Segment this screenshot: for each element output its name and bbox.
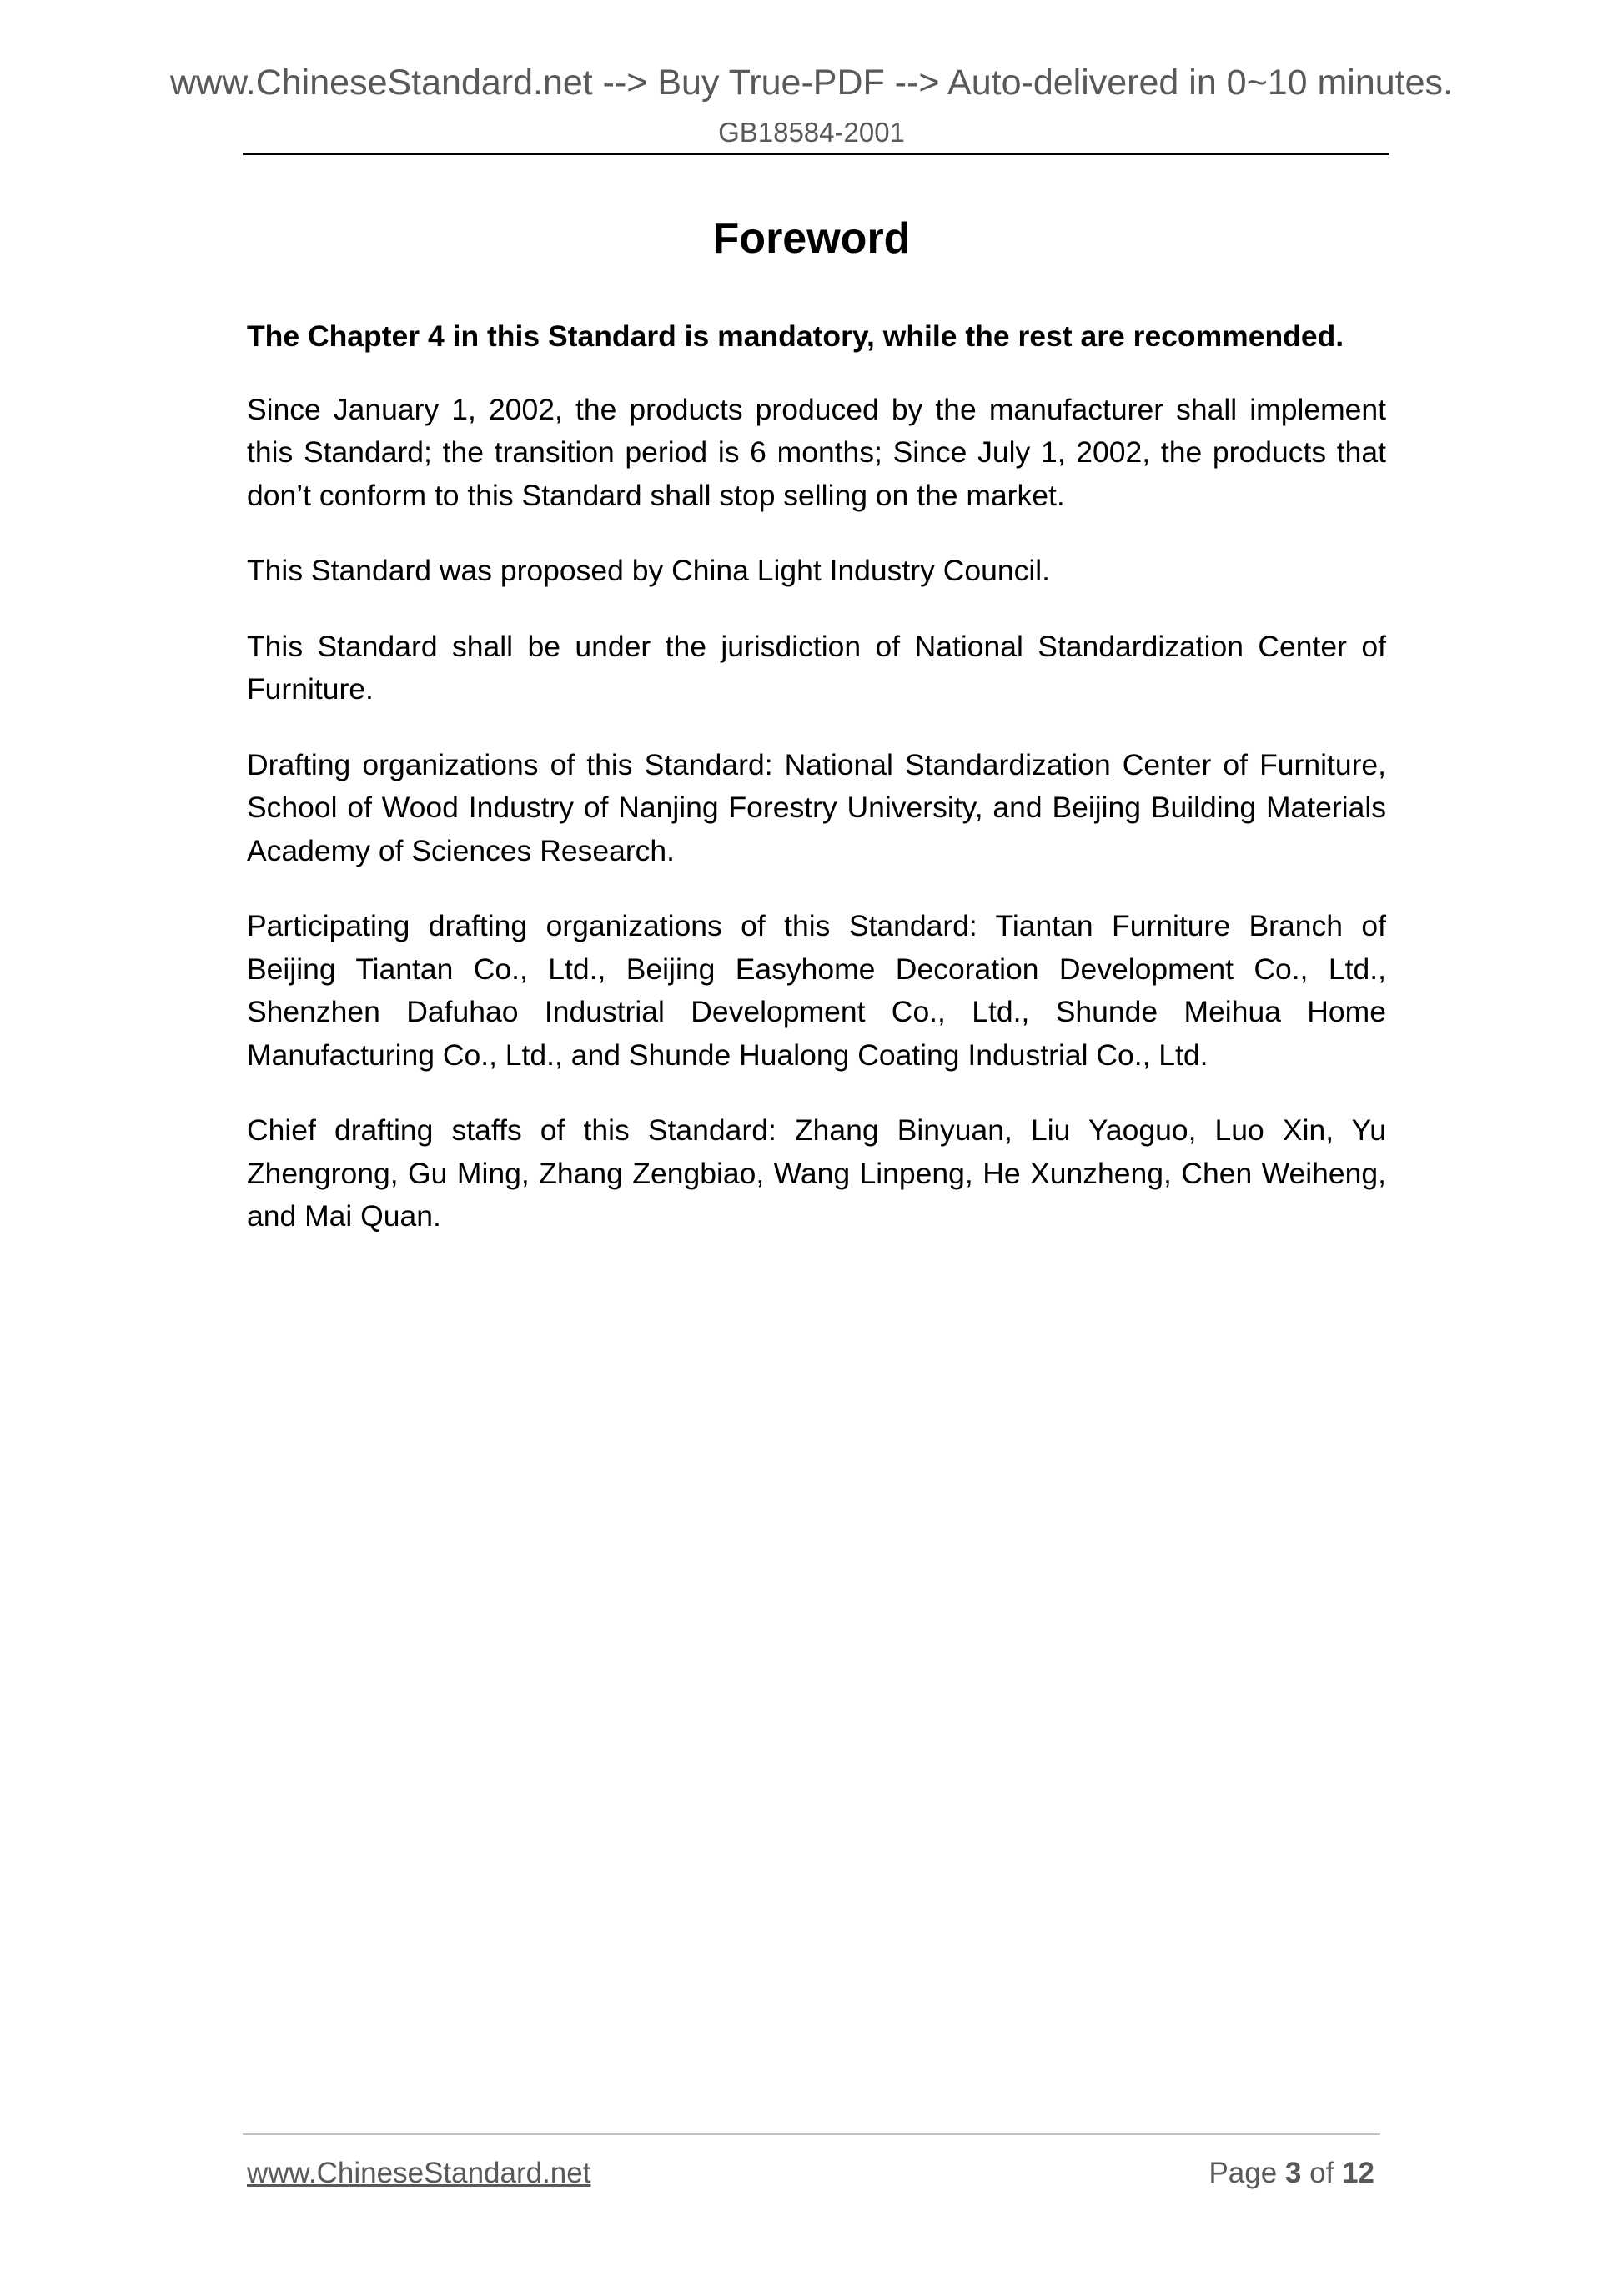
- top-banner: www.ChineseStandard.net --> Buy True-PDF --> Auto-delivered in 0~10 minutes.: [169, 63, 1453, 103]
- page-title: Foreword: [712, 214, 911, 263]
- footer-divider: [243, 2133, 1380, 2135]
- page-number: [1208, 2156, 1374, 2191]
- implementation-date-paragraph: Since January 1, 2002, the products produced by the manufacturer shall implement this Standard; the transition period is 6 months; Since July 1, 2002, the products that don’t conform to this Standard shall stop selling on the market.: [247, 392, 1386, 512]
- page-of-label: of: [1309, 2157, 1334, 2189]
- page-current: 3: [1284, 2157, 1302, 2189]
- header-divider: [243, 153, 1389, 155]
- participating-organizations-paragraph: Participating drafting organizations of this Standard: Tiantan Furniture Branch of Beijing Tiantan Co., Ltd., Beijing Easyhome Decoration Development Co., Ltd., Shenzhen Dafuhao Industrial Development Co., Ltd., Shunde Meihua Home Manufacturing Co., Ltd., and Shunde Hualong Coating Industrial Co., Ltd.: [247, 909, 1386, 1072]
- page-label: Page: [1208, 2157, 1278, 2189]
- page-total: 12: [1342, 2157, 1374, 2189]
- mandatory-clause-paragraph: The Chapter 4 in this Standard is mandatory, while the rest are recommended.: [247, 319, 1344, 353]
- footer-website-link[interactable]: www.ChineseStandard.net: [247, 2157, 591, 2189]
- document-code: GB18584-2001: [718, 117, 905, 148]
- jurisdiction-paragraph: This Standard shall be under the jurisdiction of National Standardization Center of Furniture.: [247, 629, 1386, 706]
- foreword-body: [247, 315, 1386, 1271]
- drafting-organizations-paragraph: Drafting organizations of this Standard: National Standardization Center of Furniture, School of Wood Industry of Nanjing Forestry University, and Beijing Building Materials Academy of Sciences Research.: [247, 747, 1386, 867]
- proposed-by-paragraph: This Standard was proposed by China Light Industry Council.: [247, 554, 1050, 587]
- chief-drafting-staff-paragraph: Chief drafting staffs of this Standard: Zhang Binyuan, Liu Yaoguo, Luo Xin, Yu Zhengrong, Gu Ming, Zhang Zengbiao, Wang Linpeng, He Xunzheng, Chen Weiheng, and Mai Quan.: [247, 1113, 1386, 1233]
